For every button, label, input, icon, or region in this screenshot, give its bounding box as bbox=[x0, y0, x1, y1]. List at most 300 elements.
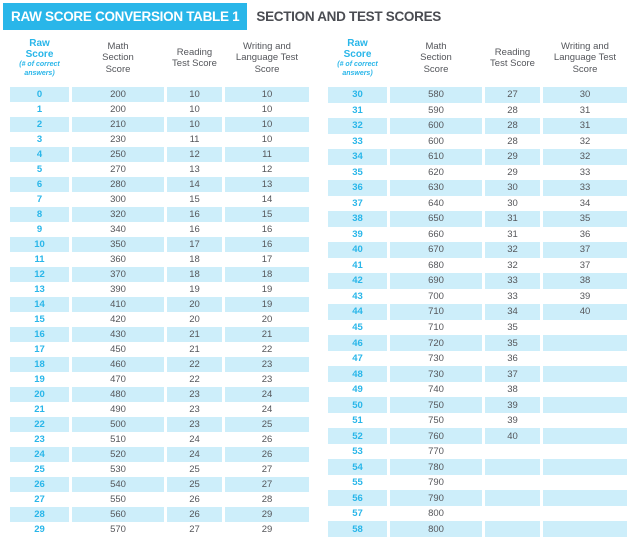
reading-score-cell bbox=[485, 506, 540, 522]
writing-score-cell: 26 bbox=[261, 434, 273, 445]
writing-score-cell bbox=[543, 366, 627, 382]
raw-score-cell: 34 bbox=[328, 149, 387, 165]
writing-score-cell bbox=[543, 444, 627, 460]
writing-score-cell: 29 bbox=[261, 524, 273, 535]
raw-score-cell: 29 bbox=[34, 524, 45, 535]
reading-score-cell: 20 bbox=[189, 314, 200, 325]
reading-score-cell: 25 bbox=[189, 464, 200, 475]
table-row bbox=[328, 413, 627, 429]
table-row bbox=[328, 180, 627, 196]
table-row bbox=[328, 118, 627, 134]
raw-score-cell: 48 bbox=[328, 366, 387, 382]
reading-score-cell bbox=[485, 475, 540, 491]
writing-score-cell: 18 bbox=[225, 267, 309, 282]
raw-score-cell: 3 bbox=[36, 134, 43, 145]
reading-score-cell: 14 bbox=[167, 177, 222, 192]
math-score-cell: 700 bbox=[428, 290, 444, 302]
table-row bbox=[328, 475, 627, 491]
col-header-reading: Reading Test Score bbox=[490, 46, 535, 69]
raw-score-label: Raw Score bbox=[343, 38, 372, 61]
reading-score-cell: 24 bbox=[189, 434, 200, 445]
table-row bbox=[328, 444, 627, 460]
raw-score-cell: 55 bbox=[352, 477, 363, 489]
table-row bbox=[10, 207, 309, 222]
reading-score-cell: 29 bbox=[485, 149, 540, 165]
raw-score-cell: 26 bbox=[10, 477, 69, 492]
reading-score-cell: 31 bbox=[507, 228, 518, 240]
title-bar bbox=[3, 3, 630, 30]
math-score-cell: 590 bbox=[428, 104, 444, 116]
math-score-cell: 230 bbox=[110, 134, 126, 145]
reading-score-cell: 23 bbox=[189, 404, 200, 415]
table-row bbox=[10, 327, 309, 342]
raw-score-cell: 35 bbox=[352, 166, 363, 178]
math-score-cell: 640 bbox=[428, 197, 444, 209]
math-score-cell: 410 bbox=[72, 297, 164, 312]
table-row bbox=[10, 357, 309, 372]
math-score-cell: 480 bbox=[72, 387, 164, 402]
reading-score-cell: 24 bbox=[167, 447, 222, 462]
col-header-writing: Writing and Language Test Score bbox=[553, 41, 617, 75]
conversion-table-left bbox=[7, 32, 312, 537]
table-row bbox=[328, 258, 627, 274]
reading-score-cell: 28 bbox=[485, 118, 540, 134]
math-score-cell: 520 bbox=[72, 447, 164, 462]
math-score-cell: 670 bbox=[390, 242, 482, 258]
col-header-raw-score bbox=[328, 32, 387, 87]
writing-score-cell: 14 bbox=[261, 194, 273, 205]
math-score-cell: 250 bbox=[72, 147, 164, 162]
table-row bbox=[328, 521, 627, 537]
writing-score-cell: 12 bbox=[261, 164, 273, 175]
table-row bbox=[328, 490, 627, 506]
raw-score-cell: 28 bbox=[10, 507, 69, 522]
writing-score-cell: 19 bbox=[261, 284, 273, 295]
math-score-cell: 560 bbox=[72, 507, 164, 522]
raw-score-cell: 58 bbox=[328, 521, 387, 537]
writing-score-cell: 39 bbox=[579, 290, 591, 302]
table-row bbox=[10, 297, 309, 312]
table-row bbox=[328, 242, 627, 258]
math-score-cell: 650 bbox=[390, 211, 482, 227]
raw-score-cell: 1 bbox=[36, 104, 43, 115]
writing-score-cell: 19 bbox=[225, 297, 309, 312]
writing-score-cell bbox=[543, 521, 627, 537]
writing-score-cell bbox=[543, 397, 627, 413]
writing-score-cell: 26 bbox=[225, 447, 309, 462]
math-score-cell: 270 bbox=[110, 164, 126, 175]
writing-score-cell: 22 bbox=[261, 344, 273, 355]
raw-score-cell: 10 bbox=[10, 237, 69, 252]
table-row bbox=[10, 447, 309, 462]
math-score-cell: 500 bbox=[72, 417, 164, 432]
math-score-cell: 540 bbox=[72, 477, 164, 492]
math-score-cell: 460 bbox=[72, 357, 164, 372]
table-row bbox=[10, 282, 309, 297]
reading-score-cell: 32 bbox=[485, 242, 540, 258]
writing-score-cell: 27 bbox=[225, 477, 309, 492]
reading-score-cell: 25 bbox=[167, 477, 222, 492]
raw-score-cell: 9 bbox=[36, 224, 43, 235]
writing-score-cell: 11 bbox=[225, 147, 309, 162]
math-score-cell: 790 bbox=[390, 490, 482, 506]
writing-score-cell: 17 bbox=[261, 254, 273, 265]
reading-score-cell: 20 bbox=[167, 297, 222, 312]
writing-score-cell bbox=[543, 382, 627, 398]
reading-score-cell bbox=[485, 490, 540, 506]
reading-score-cell: 13 bbox=[189, 164, 200, 175]
math-score-cell: 780 bbox=[390, 459, 482, 475]
writing-score-cell bbox=[543, 428, 627, 444]
writing-score-cell: 16 bbox=[225, 237, 309, 252]
header-row bbox=[10, 32, 309, 87]
reading-score-cell: 30 bbox=[485, 180, 540, 196]
math-score-cell: 660 bbox=[428, 228, 444, 240]
reading-score-cell bbox=[485, 444, 540, 460]
col-header-math: Math Section Score bbox=[102, 41, 134, 75]
raw-score-cell: 6 bbox=[10, 177, 69, 192]
reading-score-cell: 35 bbox=[485, 335, 540, 351]
reading-score-cell: 38 bbox=[507, 384, 518, 396]
reading-score-cell: 15 bbox=[189, 194, 200, 205]
raw-score-cell: 21 bbox=[34, 404, 45, 415]
writing-score-cell: 37 bbox=[543, 242, 627, 258]
reading-score-cell: 33 bbox=[485, 273, 540, 289]
raw-score-cell: 5 bbox=[36, 164, 43, 175]
raw-score-cell: 14 bbox=[10, 297, 69, 312]
raw-score-cell: 16 bbox=[10, 327, 69, 342]
raw-score-cell: 51 bbox=[352, 415, 363, 427]
raw-score-cell: 52 bbox=[328, 428, 387, 444]
raw-score-cell: 7 bbox=[36, 194, 43, 205]
table-row bbox=[10, 342, 309, 357]
table-row bbox=[328, 382, 627, 398]
raw-score-cell: 24 bbox=[10, 447, 69, 462]
raw-score-cell: 15 bbox=[34, 314, 45, 325]
raw-score-cell: 45 bbox=[352, 321, 363, 333]
table-row bbox=[10, 267, 309, 282]
table-row bbox=[10, 162, 309, 177]
table-row bbox=[328, 273, 627, 289]
reading-score-cell: 16 bbox=[189, 224, 200, 235]
math-score-cell: 300 bbox=[110, 194, 126, 205]
writing-score-cell: 27 bbox=[261, 464, 273, 475]
page-title: SECTION AND TEST SCORES bbox=[256, 9, 441, 24]
reading-score-cell: 18 bbox=[167, 267, 222, 282]
math-score-cell: 600 bbox=[390, 118, 482, 134]
col-header-math: Math Section Score bbox=[420, 41, 452, 75]
math-score-cell: 610 bbox=[390, 149, 482, 165]
raw-score-cell: 42 bbox=[328, 273, 387, 289]
writing-score-cell: 30 bbox=[543, 87, 627, 103]
math-score-cell: 690 bbox=[390, 273, 482, 289]
raw-score-cell: 22 bbox=[10, 417, 69, 432]
math-score-cell: 740 bbox=[428, 384, 444, 396]
math-score-cell: 320 bbox=[72, 207, 164, 222]
reading-score-cell: 33 bbox=[507, 290, 518, 302]
writing-score-cell: 36 bbox=[579, 228, 591, 240]
math-score-cell: 420 bbox=[110, 314, 126, 325]
math-score-cell: 340 bbox=[110, 224, 126, 235]
reading-score-cell bbox=[485, 521, 540, 537]
conversion-tables bbox=[0, 32, 630, 537]
raw-score-cell: 31 bbox=[352, 104, 363, 116]
writing-score-cell bbox=[543, 413, 627, 429]
raw-score-cell: 56 bbox=[328, 490, 387, 506]
table-row bbox=[10, 417, 309, 432]
table-row bbox=[10, 507, 309, 522]
writing-score-cell: 33 bbox=[543, 180, 627, 196]
writing-score-cell: 35 bbox=[543, 211, 627, 227]
writing-score-cell: 37 bbox=[579, 259, 591, 271]
table-row bbox=[328, 165, 627, 181]
math-score-cell: 200 bbox=[110, 104, 126, 115]
math-score-cell: 510 bbox=[110, 434, 126, 445]
raw-score-cell: 20 bbox=[10, 387, 69, 402]
col-header-raw-score bbox=[10, 32, 69, 87]
raw-score-cell: 40 bbox=[328, 242, 387, 258]
writing-score-cell: 38 bbox=[543, 273, 627, 289]
writing-score-cell: 15 bbox=[225, 207, 309, 222]
raw-score-cell: 30 bbox=[328, 87, 387, 103]
math-score-cell: 730 bbox=[390, 366, 482, 382]
table-row bbox=[328, 320, 627, 336]
raw-score-cell: 39 bbox=[352, 228, 363, 240]
table-row bbox=[10, 312, 309, 327]
math-score-cell: 350 bbox=[72, 237, 164, 252]
table-row bbox=[328, 351, 627, 367]
reading-score-cell: 39 bbox=[485, 397, 540, 413]
table-row bbox=[328, 335, 627, 351]
reading-score-cell: 39 bbox=[507, 415, 518, 427]
table-row bbox=[10, 252, 309, 267]
reading-score-cell: 32 bbox=[507, 259, 518, 271]
reading-score-cell: 26 bbox=[167, 507, 222, 522]
reading-score-cell: 11 bbox=[189, 134, 200, 145]
writing-score-cell: 32 bbox=[543, 149, 627, 165]
table-row bbox=[10, 522, 309, 537]
math-score-cell: 770 bbox=[428, 446, 444, 458]
writing-score-cell: 21 bbox=[225, 327, 309, 342]
math-score-cell: 720 bbox=[390, 335, 482, 351]
writing-score-cell: 40 bbox=[543, 304, 627, 320]
math-score-cell: 620 bbox=[428, 166, 444, 178]
reading-score-cell: 19 bbox=[189, 284, 200, 295]
raw-score-cell: 23 bbox=[34, 434, 45, 445]
math-score-cell: 790 bbox=[428, 477, 444, 489]
table-row bbox=[10, 132, 309, 147]
reading-score-cell: 22 bbox=[189, 374, 200, 385]
raw-score-cell: 18 bbox=[10, 357, 69, 372]
table-row bbox=[328, 397, 627, 413]
raw-score-cell: 43 bbox=[352, 290, 363, 302]
math-score-cell: 450 bbox=[110, 344, 126, 355]
raw-score-cell: 53 bbox=[352, 446, 363, 458]
writing-score-cell: 33 bbox=[579, 166, 591, 178]
raw-score-cell: 33 bbox=[352, 135, 363, 147]
writing-score-cell: 25 bbox=[225, 417, 309, 432]
table-title-badge: RAW SCORE CONVERSION TABLE 1 bbox=[3, 3, 247, 30]
math-score-cell: 570 bbox=[110, 524, 126, 535]
math-score-cell: 360 bbox=[110, 254, 126, 265]
reading-score-cell: 12 bbox=[167, 147, 222, 162]
reading-score-cell: 29 bbox=[507, 166, 518, 178]
table-row bbox=[328, 196, 627, 212]
raw-score-cell: 36 bbox=[328, 180, 387, 196]
table-row bbox=[10, 177, 309, 192]
math-score-cell: 470 bbox=[110, 374, 126, 385]
raw-score-cell: 8 bbox=[10, 207, 69, 222]
table-row bbox=[328, 134, 627, 150]
math-score-cell: 490 bbox=[110, 404, 126, 415]
reading-score-cell: 28 bbox=[507, 104, 518, 116]
raw-score-cell: 37 bbox=[352, 197, 363, 209]
math-score-cell: 580 bbox=[390, 87, 482, 103]
table-row bbox=[10, 387, 309, 402]
writing-score-cell: 10 bbox=[225, 117, 309, 132]
table-row bbox=[10, 477, 309, 492]
col-header-writing: Writing and Language Test Score bbox=[235, 41, 299, 75]
math-score-cell: 210 bbox=[72, 117, 164, 132]
writing-score-cell bbox=[543, 335, 627, 351]
reading-score-cell bbox=[485, 459, 540, 475]
reading-score-cell: 27 bbox=[485, 87, 540, 103]
table-row bbox=[328, 428, 627, 444]
writing-score-cell bbox=[543, 490, 627, 506]
math-score-cell: 430 bbox=[72, 327, 164, 342]
table-row bbox=[328, 289, 627, 305]
writing-score-cell: 20 bbox=[261, 314, 273, 325]
math-score-cell: 630 bbox=[390, 180, 482, 196]
table-row bbox=[10, 492, 309, 507]
table-row bbox=[10, 237, 309, 252]
math-score-cell: 390 bbox=[110, 284, 126, 295]
table-row bbox=[10, 432, 309, 447]
writing-score-cell: 24 bbox=[225, 387, 309, 402]
reading-score-cell: 34 bbox=[485, 304, 540, 320]
writing-score-cell: 28 bbox=[261, 494, 273, 505]
raw-score-cell: 19 bbox=[34, 374, 45, 385]
writing-score-cell bbox=[543, 320, 627, 336]
writing-score-cell: 10 bbox=[261, 104, 273, 115]
math-score-cell: 200 bbox=[72, 87, 164, 102]
writing-score-cell bbox=[543, 459, 627, 475]
writing-score-cell: 10 bbox=[261, 134, 273, 145]
table-row bbox=[10, 192, 309, 207]
table-row bbox=[10, 402, 309, 417]
writing-score-cell: 23 bbox=[225, 357, 309, 372]
math-score-cell: 800 bbox=[428, 508, 444, 520]
raw-score-cell: 12 bbox=[10, 267, 69, 282]
reading-score-cell: 22 bbox=[167, 357, 222, 372]
table-row bbox=[328, 459, 627, 475]
raw-score-cell: 44 bbox=[328, 304, 387, 320]
table-row bbox=[10, 117, 309, 132]
raw-score-cell: 25 bbox=[34, 464, 45, 475]
reading-score-cell: 36 bbox=[507, 353, 518, 365]
writing-score-cell: 32 bbox=[579, 135, 591, 147]
writing-score-cell: 34 bbox=[579, 197, 591, 209]
writing-score-cell: 31 bbox=[543, 118, 627, 134]
table-row bbox=[328, 506, 627, 522]
math-score-cell: 710 bbox=[390, 304, 482, 320]
raw-score-cell: 57 bbox=[352, 508, 363, 520]
math-score-cell: 750 bbox=[390, 397, 482, 413]
writing-score-cell bbox=[543, 351, 627, 367]
reading-score-cell: 26 bbox=[189, 494, 200, 505]
reading-score-cell: 23 bbox=[167, 387, 222, 402]
table-row bbox=[10, 462, 309, 477]
table-row bbox=[10, 87, 309, 102]
reading-score-cell: 27 bbox=[189, 524, 200, 535]
math-score-cell: 750 bbox=[428, 415, 444, 427]
math-score-cell: 600 bbox=[428, 135, 444, 147]
table-row bbox=[10, 147, 309, 162]
raw-score-cell: 2 bbox=[10, 117, 69, 132]
math-score-cell: 680 bbox=[428, 259, 444, 271]
reading-score-cell: 37 bbox=[485, 366, 540, 382]
col-header-reading: Reading Test Score bbox=[172, 46, 217, 69]
writing-score-cell bbox=[543, 475, 627, 491]
table-row bbox=[328, 304, 627, 320]
reading-score-cell: 21 bbox=[189, 344, 200, 355]
raw-score-cell: 0 bbox=[10, 87, 69, 102]
raw-score-cell: 13 bbox=[34, 284, 45, 295]
reading-score-cell: 35 bbox=[507, 321, 518, 333]
table-row bbox=[10, 372, 309, 387]
math-score-cell: 730 bbox=[428, 353, 444, 365]
writing-score-cell: 10 bbox=[225, 87, 309, 102]
reading-score-cell: 40 bbox=[485, 428, 540, 444]
writing-score-cell: 23 bbox=[261, 374, 273, 385]
math-score-cell: 710 bbox=[428, 321, 444, 333]
math-score-cell: 760 bbox=[390, 428, 482, 444]
writing-score-cell: 13 bbox=[225, 177, 309, 192]
conversion-table-right bbox=[325, 32, 630, 537]
math-score-cell: 530 bbox=[110, 464, 126, 475]
raw-score-cell: 4 bbox=[10, 147, 69, 162]
raw-score-cell: 17 bbox=[34, 344, 45, 355]
raw-score-cell: 46 bbox=[328, 335, 387, 351]
math-score-cell: 370 bbox=[72, 267, 164, 282]
raw-score-cell: 47 bbox=[352, 353, 363, 365]
reading-score-cell: 10 bbox=[167, 87, 222, 102]
raw-score-cell: 27 bbox=[34, 494, 45, 505]
table-row bbox=[328, 149, 627, 165]
reading-score-cell: 16 bbox=[167, 207, 222, 222]
table-row bbox=[328, 211, 627, 227]
writing-score-cell: 16 bbox=[261, 224, 273, 235]
reading-score-cell: 23 bbox=[167, 417, 222, 432]
reading-score-cell: 10 bbox=[167, 117, 222, 132]
raw-score-note: (# of correct answers) bbox=[337, 61, 378, 77]
reading-score-cell: 18 bbox=[189, 254, 200, 265]
writing-score-cell: 24 bbox=[261, 404, 273, 415]
reading-score-cell: 31 bbox=[485, 211, 540, 227]
math-score-cell: 800 bbox=[390, 521, 482, 537]
writing-score-cell: 31 bbox=[579, 104, 591, 116]
raw-score-cell: 38 bbox=[328, 211, 387, 227]
header-row bbox=[328, 32, 627, 87]
raw-score-cell: 54 bbox=[328, 459, 387, 475]
table-row bbox=[328, 227, 627, 243]
math-score-cell: 280 bbox=[72, 177, 164, 192]
reading-score-cell: 30 bbox=[507, 197, 518, 209]
table-row bbox=[10, 102, 309, 117]
raw-score-cell: 50 bbox=[328, 397, 387, 413]
table-row bbox=[328, 366, 627, 382]
table-row bbox=[328, 87, 627, 103]
